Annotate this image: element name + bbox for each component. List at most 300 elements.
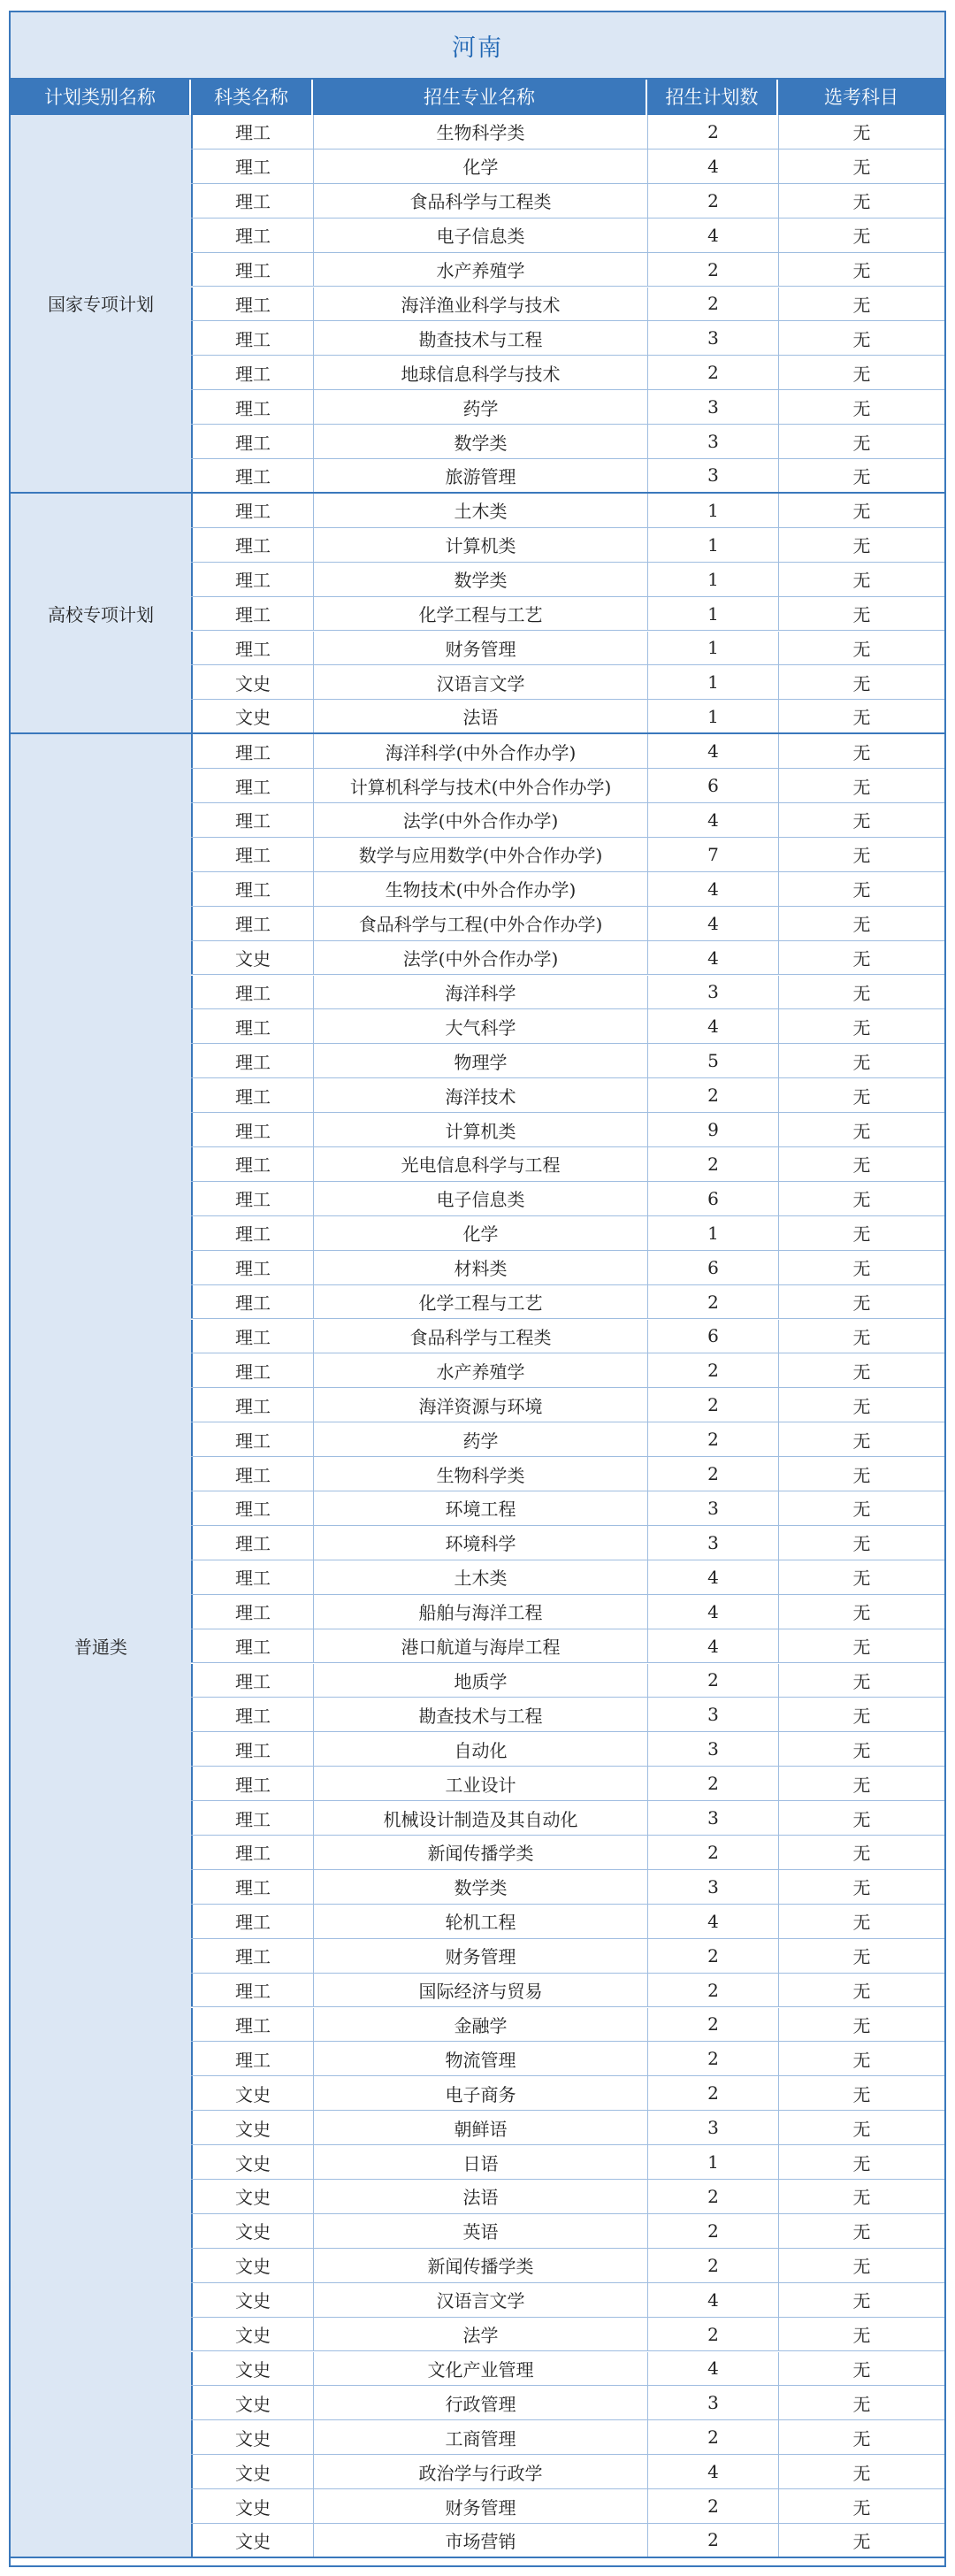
plan-count-cell: 3 — [647, 1870, 778, 1904]
elective-subject-cell: 无 — [778, 563, 944, 596]
elective-subject-cell: 无 — [778, 1595, 944, 1629]
table-row — [191, 907, 944, 941]
plan-count-cell: 2 — [647, 2318, 778, 2351]
plan-count-cell: 7 — [647, 838, 778, 871]
plan-count-cell: 6 — [647, 769, 778, 802]
plan-count-cell: 2 — [647, 2249, 778, 2282]
table-row — [191, 2111, 944, 2145]
major-name-cell: 材料类 — [313, 1251, 647, 1284]
table-row — [191, 1147, 944, 1182]
major-name-cell: 海洋科学(中外合作办学) — [313, 734, 647, 768]
major-name-cell: 物理学 — [313, 1044, 647, 1077]
elective-subject-cell: 无 — [778, 2318, 944, 2351]
major-name-cell: 生物科学类 — [313, 1457, 647, 1491]
table-row — [191, 2076, 944, 2111]
table-row — [191, 2042, 944, 2076]
table-title: 河南 — [452, 34, 503, 62]
elective-subject-cell: 无 — [778, 1457, 944, 1491]
plan-count-cell: 2 — [647, 288, 778, 321]
plan-count-cell: 2 — [647, 253, 778, 287]
plan-count-cell: 2 — [647, 2180, 778, 2213]
plan-count-cell: 3 — [647, 459, 778, 492]
table-row — [191, 459, 944, 494]
header-major-name: 招生专业名称 — [313, 80, 647, 115]
elective-subject-cell: 无 — [778, 1216, 944, 1250]
elective-subject-cell: 无 — [778, 218, 944, 252]
plan-count-cell: 3 — [647, 425, 778, 458]
plan-count-cell: 3 — [647, 1526, 778, 1560]
subject-type-cell: 理工 — [191, 734, 313, 768]
major-name-cell: 轮机工程 — [313, 1905, 647, 1938]
major-name-cell: 海洋资源与环境 — [313, 1388, 647, 1422]
plan-count-cell: 2 — [647, 1457, 778, 1491]
plan-count-cell: 3 — [647, 321, 778, 355]
major-name-cell: 法学(中外合作办学) — [313, 803, 647, 837]
major-name-cell: 环境科学 — [313, 1526, 647, 1560]
subject-type-cell: 文史 — [191, 2249, 313, 2282]
table-row — [191, 150, 944, 184]
major-name-cell: 土木类 — [313, 494, 647, 527]
major-name-cell: 港口航道与海岸工程 — [313, 1629, 647, 1663]
subject-type-cell: 理工 — [191, 150, 313, 183]
plan-count-cell: 2 — [647, 2420, 778, 2454]
major-name-cell: 计算机类 — [313, 528, 647, 562]
elective-subject-cell: 无 — [778, 2076, 944, 2110]
plan-count-cell: 2 — [647, 1767, 778, 1800]
major-name-cell: 财务管理 — [313, 2489, 647, 2523]
subject-type-cell: 理工 — [191, 803, 313, 837]
table-row — [191, 872, 944, 907]
elective-subject-cell: 无 — [778, 356, 944, 389]
table-row — [191, 2386, 944, 2420]
plan-count-cell: 4 — [647, 2455, 778, 2488]
table-row — [191, 1595, 944, 1629]
table-row — [191, 665, 944, 700]
major-name-cell: 数学类 — [313, 425, 647, 458]
elective-subject-cell: 无 — [778, 2111, 944, 2144]
major-name-cell: 法学 — [313, 2318, 647, 2351]
plan-count-cell: 3 — [647, 1491, 778, 1525]
table-row — [191, 2249, 944, 2283]
plan-count-cell: 6 — [647, 1251, 778, 1284]
table-row — [191, 1629, 944, 1664]
subject-type-cell: 理工 — [191, 218, 313, 252]
elective-subject-cell: 无 — [778, 494, 944, 527]
subject-type-cell: 理工 — [191, 1767, 313, 1800]
major-name-cell: 生物科学类 — [313, 115, 647, 149]
elective-subject-cell: 无 — [778, 253, 944, 287]
subject-type-cell: 理工 — [191, 1182, 313, 1215]
plan-count-cell: 3 — [647, 2111, 778, 2144]
plan-count-cell: 4 — [647, 803, 778, 837]
subject-type-cell: 理工 — [191, 1491, 313, 1525]
major-name-cell: 电子商务 — [313, 2076, 647, 2110]
subject-type-cell: 理工 — [191, 1939, 313, 1973]
elective-subject-cell: 无 — [778, 2489, 944, 2523]
plan-count-cell: 2 — [647, 1939, 778, 1973]
elective-subject-cell: 无 — [778, 2386, 944, 2419]
major-name-cell: 朝鲜语 — [313, 2111, 647, 2144]
major-name-cell: 生物技术(中外合作办学) — [313, 872, 647, 906]
subject-type-cell: 理工 — [191, 1113, 313, 1146]
table-row — [191, 1974, 944, 2008]
table-row — [191, 321, 944, 356]
plan-count-cell: 4 — [647, 907, 778, 940]
elective-subject-cell: 无 — [778, 1526, 944, 1560]
elective-subject-cell: 无 — [778, 2145, 944, 2179]
plan-count-cell: 4 — [647, 1595, 778, 1629]
plan-count-cell: 2 — [647, 1147, 778, 1181]
elective-subject-cell: 无 — [778, 2042, 944, 2075]
major-name-cell: 财务管理 — [313, 1939, 647, 1973]
elective-subject-cell: 无 — [778, 1664, 944, 1698]
plan-count-cell: 2 — [647, 184, 778, 218]
elective-subject-cell: 无 — [778, 2008, 944, 2042]
subject-type-cell: 理工 — [191, 1629, 313, 1663]
plan-count-cell: 4 — [647, 1560, 778, 1594]
subject-type-cell: 文史 — [191, 2180, 313, 2213]
table-row — [191, 1216, 944, 1251]
subject-type-cell: 文史 — [191, 2283, 313, 2317]
subject-type-cell: 理工 — [191, 838, 313, 871]
elective-subject-cell: 无 — [778, 1767, 944, 1800]
table-row — [191, 2283, 944, 2318]
subject-type-cell: 理工 — [191, 872, 313, 906]
elective-subject-cell: 无 — [778, 769, 944, 802]
table-row — [191, 528, 944, 563]
table-row — [191, 1113, 944, 1147]
table-row — [191, 2455, 944, 2489]
plan-count-cell: 3 — [647, 1801, 778, 1835]
subject-type-cell: 理工 — [191, 1974, 313, 2007]
plan-count-cell: 3 — [647, 976, 778, 1009]
table-row — [191, 1698, 944, 1732]
subject-type-cell: 文史 — [191, 2489, 313, 2523]
major-name-cell: 勘查技术与工程 — [313, 321, 647, 355]
table-row — [191, 2318, 944, 2352]
table-row — [191, 1801, 944, 1836]
elective-subject-cell: 无 — [778, 1698, 944, 1731]
elective-subject-cell: 无 — [778, 2180, 944, 2213]
major-name-cell: 药学 — [313, 1422, 647, 1456]
plan-count-cell: 2 — [647, 1836, 778, 1869]
elective-subject-cell: 无 — [778, 150, 944, 183]
plan-count-cell: 4 — [647, 941, 778, 975]
plan-count-cell: 1 — [647, 528, 778, 562]
major-name-cell: 土木类 — [313, 1560, 647, 1594]
major-name-cell: 新闻传播学类 — [313, 2249, 647, 2282]
subject-type-cell: 文史 — [191, 2318, 313, 2351]
elective-subject-cell: 无 — [778, 2214, 944, 2248]
major-name-cell: 化学工程与工艺 — [313, 597, 647, 631]
subject-type-cell: 理工 — [191, 563, 313, 596]
subject-type-cell: 文史 — [191, 2352, 313, 2386]
elective-subject-cell: 无 — [778, 1801, 944, 1835]
header-plan-category: 计划类别名称 — [11, 80, 191, 115]
subject-type-cell: 理工 — [191, 1353, 313, 1387]
subject-type-cell: 理工 — [191, 597, 313, 631]
plan-count-cell: 2 — [647, 356, 778, 389]
elective-subject-cell: 无 — [778, 597, 944, 631]
table-row — [191, 1526, 944, 1560]
plan-count-cell: 3 — [647, 2386, 778, 2419]
elective-subject-cell: 无 — [778, 1285, 944, 1319]
plan-count-cell: 3 — [647, 390, 778, 424]
major-name-cell: 药学 — [313, 390, 647, 424]
table-row — [191, 2420, 944, 2455]
plan-category-cell: 普通类 — [11, 734, 191, 2558]
elective-subject-cell: 无 — [778, 321, 944, 355]
table-row — [191, 1939, 944, 1974]
plan-count-cell: 4 — [647, 1009, 778, 1043]
elective-subject-cell: 无 — [778, 1320, 944, 1353]
plan-count-cell: 4 — [647, 1629, 778, 1663]
plan-count-cell: 3 — [647, 1698, 778, 1731]
subject-type-cell: 理工 — [191, 1836, 313, 1869]
subject-type-cell: 文史 — [191, 2111, 313, 2144]
major-name-cell: 新闻传播学类 — [313, 1836, 647, 1869]
major-name-cell: 地球信息科学与技术 — [313, 356, 647, 389]
major-name-cell: 水产养殖学 — [313, 253, 647, 287]
elective-subject-cell: 无 — [778, 1560, 944, 1594]
major-name-cell: 地质学 — [313, 1664, 647, 1698]
subject-type-cell: 理工 — [191, 1560, 313, 1594]
elective-subject-cell: 无 — [778, 941, 944, 975]
plan-category-cell: 高校专项计划 — [11, 494, 191, 734]
major-name-cell: 文化产业管理 — [313, 2352, 647, 2386]
subject-type-cell: 理工 — [191, 976, 313, 1009]
table-row — [191, 1491, 944, 1526]
plan-count-cell: 2 — [647, 1422, 778, 1456]
table-row — [191, 1905, 944, 1939]
elective-subject-cell: 无 — [778, 1491, 944, 1525]
table-row — [191, 1767, 944, 1801]
major-name-cell: 化学 — [313, 150, 647, 183]
subject-type-cell: 理工 — [191, 1078, 313, 1112]
major-name-cell: 汉语言文学 — [313, 2283, 647, 2317]
elective-subject-cell: 无 — [778, 1629, 944, 1663]
plan-count-cell: 2 — [647, 115, 778, 149]
major-name-cell: 数学类 — [313, 563, 647, 596]
subject-type-cell: 理工 — [191, 1457, 313, 1491]
subject-type-cell: 文史 — [191, 941, 313, 975]
subject-type-cell: 理工 — [191, 459, 313, 492]
subject-type-cell: 理工 — [191, 1147, 313, 1181]
elective-subject-cell: 无 — [778, 734, 944, 768]
elective-subject-cell: 无 — [778, 288, 944, 321]
plan-count-cell: 2 — [647, 2008, 778, 2042]
major-name-cell: 旅游管理 — [313, 459, 647, 492]
major-name-cell: 海洋技术 — [313, 1078, 647, 1112]
table-row — [191, 1251, 944, 1285]
major-name-cell: 财务管理 — [313, 632, 647, 665]
elective-subject-cell: 无 — [778, 803, 944, 837]
elective-subject-cell: 无 — [778, 907, 944, 940]
elective-subject-cell: 无 — [778, 1113, 944, 1146]
table-row — [191, 2214, 944, 2249]
table-row — [191, 1009, 944, 1044]
elective-subject-cell: 无 — [778, 1353, 944, 1387]
major-name-cell: 工商管理 — [313, 2420, 647, 2454]
subject-type-cell: 理工 — [191, 1285, 313, 1319]
subject-type-cell: 理工 — [191, 1595, 313, 1629]
subject-type-cell: 理工 — [191, 288, 313, 321]
subject-type-cell: 文史 — [191, 665, 313, 699]
table-row — [191, 941, 944, 976]
plan-count-cell: 1 — [647, 1216, 778, 1250]
elective-subject-cell: 无 — [778, 1044, 944, 1077]
table-row — [191, 2489, 944, 2524]
table-row — [191, 2008, 944, 2043]
table-row — [191, 1182, 944, 1216]
plan-count-cell: 2 — [647, 1285, 778, 1319]
table-row — [191, 2145, 944, 2180]
table-row — [191, 769, 944, 803]
major-name-cell: 汉语言文学 — [313, 665, 647, 699]
elective-subject-cell: 无 — [778, 528, 944, 562]
subject-type-cell: 理工 — [191, 528, 313, 562]
table-row — [191, 218, 944, 253]
major-name-cell: 化学 — [313, 1216, 647, 1250]
major-name-cell: 物流管理 — [313, 2042, 647, 2075]
subject-type-cell: 文史 — [191, 2145, 313, 2179]
elective-subject-cell: 无 — [778, 665, 944, 699]
subject-type-cell: 理工 — [191, 115, 313, 149]
table-row — [191, 356, 944, 390]
subject-type-cell: 理工 — [191, 1526, 313, 1560]
plan-count-cell: 1 — [647, 2145, 778, 2179]
table-row — [191, 597, 944, 632]
plan-count-cell: 4 — [647, 872, 778, 906]
plan-count-cell: 1 — [647, 665, 778, 699]
plan-count-cell: 2 — [647, 2489, 778, 2523]
header-plan-count: 招生计划数 — [647, 80, 778, 115]
subject-type-cell: 理工 — [191, 494, 313, 527]
major-name-cell: 计算机类 — [313, 1113, 647, 1146]
plan-count-cell: 2 — [647, 2076, 778, 2110]
elective-subject-cell: 无 — [778, 1905, 944, 1938]
subject-type-cell: 理工 — [191, 2008, 313, 2042]
subject-type-cell: 理工 — [191, 253, 313, 287]
subject-type-cell: 理工 — [191, 1698, 313, 1731]
major-name-cell: 数学与应用数学(中外合作办学) — [313, 838, 647, 871]
plan-count-cell: 6 — [647, 1182, 778, 1215]
elective-subject-cell: 无 — [778, 2352, 944, 2386]
subject-type-cell: 理工 — [191, 769, 313, 802]
subject-type-cell: 理工 — [191, 425, 313, 458]
subject-type-cell: 理工 — [191, 1801, 313, 1835]
elective-subject-cell: 无 — [778, 1836, 944, 1869]
major-name-cell: 环境工程 — [313, 1491, 647, 1525]
subject-type-cell: 理工 — [191, 356, 313, 389]
major-name-cell: 光电信息科学与工程 — [313, 1147, 647, 1181]
table-row — [191, 1320, 944, 1354]
major-name-cell: 日语 — [313, 2145, 647, 2179]
elective-subject-cell: 无 — [778, 1974, 944, 2007]
major-name-cell: 法语 — [313, 2180, 647, 2213]
elective-subject-cell: 无 — [778, 184, 944, 218]
table-row — [191, 390, 944, 425]
major-name-cell: 电子信息类 — [313, 218, 647, 252]
plan-count-cell: 1 — [647, 700, 778, 732]
subject-type-cell: 文史 — [191, 700, 313, 732]
major-name-cell: 食品科学与工程类 — [313, 1320, 647, 1353]
elective-subject-cell: 无 — [778, 976, 944, 1009]
elective-subject-cell: 无 — [778, 1251, 944, 1284]
elective-subject-cell: 无 — [778, 838, 944, 871]
subject-type-cell: 文史 — [191, 2386, 313, 2419]
plan-count-cell: 6 — [647, 1320, 778, 1353]
major-name-cell: 勘查技术与工程 — [313, 1698, 647, 1731]
plan-count-cell: 2 — [647, 2042, 778, 2075]
subject-type-cell: 理工 — [191, 907, 313, 940]
elective-subject-cell: 无 — [778, 1147, 944, 1181]
subject-type-cell: 文史 — [191, 2420, 313, 2454]
table-row — [191, 425, 944, 459]
elective-subject-cell: 无 — [778, 1388, 944, 1422]
table-row — [191, 1836, 944, 1870]
subject-type-cell: 理工 — [191, 1044, 313, 1077]
subject-type-cell: 理工 — [191, 1251, 313, 1284]
plan-count-cell: 2 — [647, 2524, 778, 2557]
table-row — [191, 1353, 944, 1388]
subject-type-cell: 理工 — [191, 321, 313, 355]
table-row — [191, 1560, 944, 1595]
plan-count-cell: 3 — [647, 1732, 778, 1766]
table-row — [191, 288, 944, 322]
plan-count-cell: 2 — [647, 1388, 778, 1422]
plan-count-cell: 2 — [647, 1974, 778, 2007]
plan-count-cell: 2 — [647, 2214, 778, 2248]
table-row — [191, 563, 944, 597]
elective-subject-cell: 无 — [778, 390, 944, 424]
plan-count-cell: 1 — [647, 597, 778, 631]
header-subject-type: 科类名称 — [191, 80, 313, 115]
elective-subject-cell: 无 — [778, 1939, 944, 1973]
major-name-cell: 法学(中外合作办学) — [313, 941, 647, 975]
plan-count-cell: 4 — [647, 1905, 778, 1938]
major-name-cell: 自动化 — [313, 1732, 647, 1766]
elective-subject-cell: 无 — [778, 872, 944, 906]
major-name-cell: 电子信息类 — [313, 1182, 647, 1215]
major-name-cell: 大气科学 — [313, 1009, 647, 1043]
major-name-cell: 食品科学与工程类 — [313, 184, 647, 218]
elective-subject-cell: 无 — [778, 1870, 944, 1904]
plan-count-cell: 4 — [647, 2283, 778, 2317]
subject-type-cell: 理工 — [191, 1009, 313, 1043]
major-name-cell: 食品科学与工程(中外合作办学) — [313, 907, 647, 940]
major-name-cell: 行政管理 — [313, 2386, 647, 2419]
table-row — [191, 494, 944, 528]
table-row — [191, 1457, 944, 1491]
subject-type-cell: 理工 — [191, 2042, 313, 2075]
table-row — [191, 976, 944, 1010]
elective-subject-cell: 无 — [778, 425, 944, 458]
plan-count-cell: 4 — [647, 2352, 778, 2386]
plan-count-cell: 4 — [647, 150, 778, 183]
elective-subject-cell: 无 — [778, 2249, 944, 2282]
table-row — [191, 734, 944, 769]
major-name-cell: 计算机科学与技术(中外合作办学) — [313, 769, 647, 802]
major-name-cell: 海洋科学 — [313, 976, 647, 1009]
elective-subject-cell: 无 — [778, 1422, 944, 1456]
subject-type-cell: 文史 — [191, 2214, 313, 2248]
plan-count-cell: 2 — [647, 1078, 778, 1112]
table-row — [191, 115, 944, 150]
plan-count-cell: 4 — [647, 218, 778, 252]
subject-type-cell: 文史 — [191, 2455, 313, 2488]
table-row — [191, 2180, 944, 2214]
